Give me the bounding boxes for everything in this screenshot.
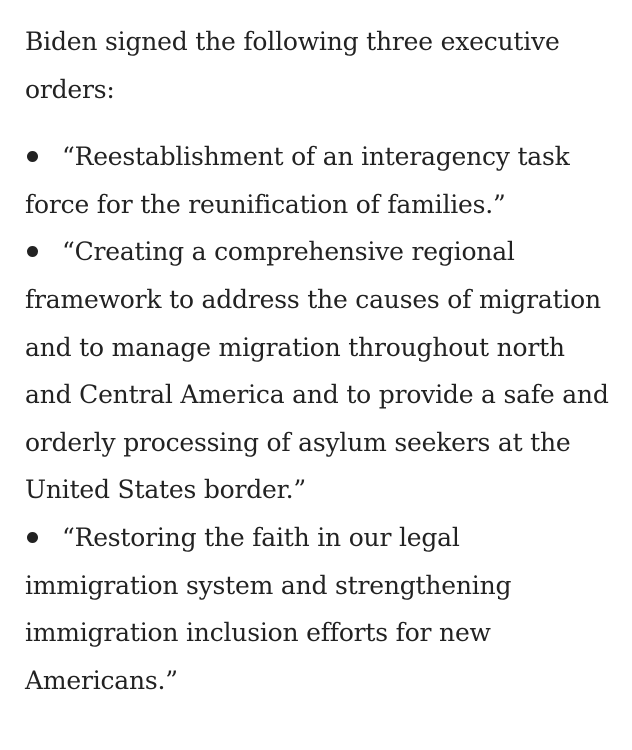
order-text-2: “Creating a comprehensive regional framework to address the causes of migration and to manage migration throughout north and Central America and to provide a safe and orderly processing of asylum seekers at the United States border.” (25, 237, 609, 505)
list-item (25, 228, 612, 514)
order-text-3: “Restoring the faith in our legal immigration system and strengthening immigration inclusion efforts for new Americans.” (25, 522, 512, 695)
order-text-1: “Reestablishment of an interagency task force for the reunification of families.” (25, 142, 570, 219)
intro-paragraph: Biden signed the following three executive orders: (25, 27, 560, 104)
list-item (25, 133, 612, 228)
list-item (25, 514, 612, 704)
executive-orders-list (25, 133, 612, 704)
bullet-icon (27, 532, 38, 543)
